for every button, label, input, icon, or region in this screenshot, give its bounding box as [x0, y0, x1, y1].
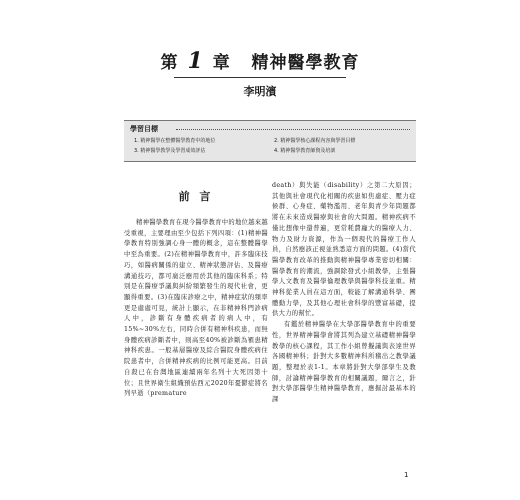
body-paragraph: 有鑑於精神醫學在大學部醫學教育中的重要性，世界精神醫學會將其列為建立基礎精神醫學教學的核心課程，其工作小組曾擬議與表達世界各國精神科；針對大多數精神科所稽出之教學議題，整理於表1-1。本章將針對大學部學生及教師，討論精神醫學教育的相關議題，爾言之，針對大學部醫學生精神醫學教育，應掘討最基本的課: [272, 321, 416, 404]
preface-heading: 前 言: [178, 190, 214, 203]
chapter-suffix: 章: [212, 53, 231, 73]
chapter-prefix: 第: [160, 53, 179, 73]
objectives-dotted-rule: [176, 129, 410, 130]
chapter-number: 1: [187, 48, 204, 74]
author-name: 李明濱: [243, 85, 277, 98]
objective-item: 2. 精神醫學核心課程內容與學習目標: [274, 138, 356, 144]
body-paragraph: death）與失能（disability）之第二大原因；其他與社會現代化相關的疾患如焦慮症、壓力症候群、心身症、藥物濫用、老年與青少年問題都將在未來造成醫療與社會的大問題。精神疾病不僅比想像中還普遍，更常耗費龐大的醫療人力、物力及財力資源，作為一個現代的醫療工作人員，自然應該正視並熟悉這方面的問題。(4)當代醫學教育改革的推動與精神醫學專業密切相關：醫學教育的潮流，強調除發式小組教學，主張醫學人文教育及醫學倫理教學與醫學科技並重。精神科從業人員在這方面，較能了解溝通科學、團體動力學，及其他心理社會科學的豐富基礎，提供大力的幫忙。: [272, 182, 416, 318]
learning-objectives-box: [124, 120, 416, 162]
objectives-heading: 學習目標: [130, 125, 158, 133]
body-column-left: [124, 218, 268, 400]
chapter-title: [0, 48, 520, 74]
body-paragraph: 精神醫學教育在現今醫學教育中的地位越來越受重視，主要理由至少包括下列四項：(1)精神醫學教育特別強調心身一體的概念，這在整體醫學中至為重要。(2)在精神醫學教育中，許多臨床技巧，如醫病關係的建立、精神狀態評估、及醫療溝通技巧，都可廣泛應用於其他的臨床科系；特別是在醫療爭議與糾紛頻繁發生的現代社會，更顯得重要。(3)在臨床診療之中，精神症狀的頻率更是處處可見，統計上顯示，在非精神科門診病人中，診斷有身體疾病者的病人中，有15%~30%左右，同時合併有精神科疾患，而無身體疾病診斷者中，則高至40%被診斷為罹患精神科疾患。一般基層醫療及綜合醫院身體疾病住院患者中，合併精神疾病的比例可能更高。目前自殺已在台灣地區連續兩年名列十大死因第十位；且世界衛生組織預估西元2020年憂鬱症將名列早逝（premature: [124, 219, 268, 398]
objective-item: 1. 精神醫學在整體醫學教育中的地位: [134, 138, 216, 144]
page-number: 1: [404, 471, 409, 479]
chapter-name: 精神醫學教育: [251, 53, 360, 73]
objective-item: 4. 精神醫學教育師資及培訓: [274, 148, 336, 154]
body-column-right: [272, 181, 416, 406]
title-rule: [174, 77, 346, 78]
objective-item: 3. 精神醫學教學及學習成效評估: [134, 148, 206, 154]
